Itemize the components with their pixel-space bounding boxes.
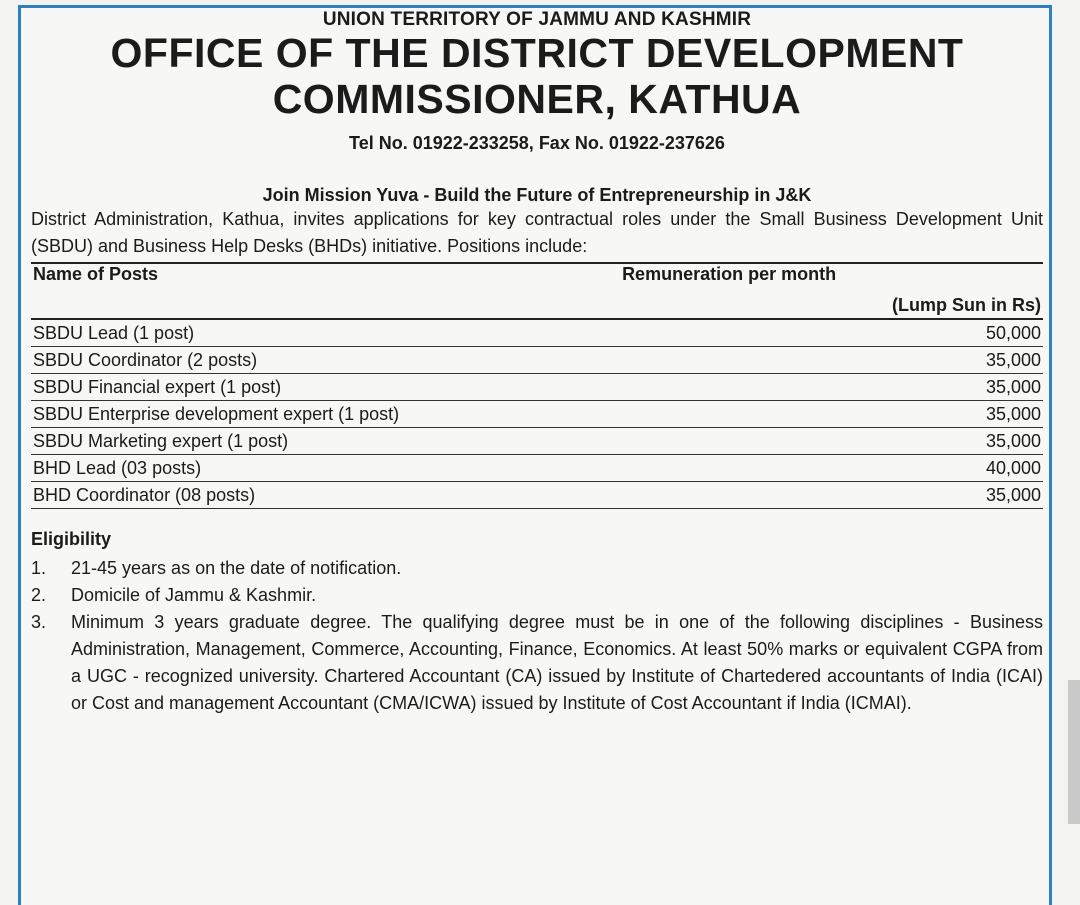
eligibility-item-number: 3. [31, 612, 47, 632]
table-row [31, 482, 1043, 509]
post-name-cell: BHD Lead (03 posts) [31, 455, 670, 482]
eligibility-list [31, 555, 1043, 717]
col-remuneration-subheader: (Lump Sun in Rs) [670, 292, 1043, 319]
eligibility-item [31, 555, 1043, 582]
remuneration-cell: 40,000 [670, 455, 1043, 482]
col-post-header: Name of Posts [31, 263, 670, 292]
remuneration-cell: 35,000 [670, 428, 1043, 455]
table-subheader-row [31, 292, 1043, 319]
eligibility-item-number: 2. [31, 585, 47, 605]
eligibility-title: Eligibility [31, 529, 112, 549]
notice-content [31, 8, 1043, 717]
post-name-cell: SBDU Coordinator (2 posts) [31, 347, 670, 374]
remuneration-cell: 35,000 [670, 401, 1043, 428]
table-row [31, 455, 1043, 482]
table-subheader-spacer [31, 292, 670, 319]
eligibility-item-text: Domicile of Jammu & Kashmir. [71, 585, 317, 605]
table-row [31, 319, 1043, 347]
office-title-line2: COMMISSIONER, KATHUA [272, 76, 802, 122]
office-title-line1: OFFICE OF THE DISTRICT DEVELOPMENT [110, 30, 964, 76]
table-row [31, 374, 1043, 401]
table-row [31, 428, 1043, 455]
table-body [31, 319, 1043, 509]
remuneration-cell: 35,000 [670, 482, 1043, 509]
eligibility-item-number: 1. [31, 558, 47, 578]
table-row [31, 401, 1043, 428]
eligibility-item-text: Minimum 3 years graduate degree. The qualifying degree must be in one of the following disciplines - Business Administration, Management, Commerce, Accounting, Finance, Economics. At least 50% marks or equivalent CGPA from a UGC - recognized university. Chartered Accountant (CA) issued by Institute of Chartedered accountants of India (ICAI) or Cost and management Accountant (CMA/ICWA) issued by Institute of Cost Accountant if India (ICMAI). [71, 612, 1043, 713]
contact-line: Tel No. 01922-233258, Fax No. 01922-237626 [349, 133, 725, 153]
remuneration-cell: 35,000 [670, 347, 1043, 374]
ut-heading: UNION TERRITORY OF JAMMU AND KASHMIR [322, 9, 752, 30]
eligibility-item [31, 609, 1043, 717]
intro-paragraph: District Administration, Kathua, invites applications for key contractual roles under the Small Business Development Unit (SBDU) and Business Help Desks (BHDs) initiative. Positions include: [31, 209, 1043, 256]
col-remuneration-header: Remuneration per month [622, 264, 837, 284]
table-row [31, 347, 1043, 374]
post-name-cell: SBDU Financial expert (1 post) [31, 374, 670, 401]
eligibility-item-text: 21-45 years as on the date of notification. [71, 558, 402, 578]
post-name-cell: SBDU Lead (1 post) [31, 319, 670, 347]
remuneration-cell: 35,000 [670, 374, 1043, 401]
eligibility-item [31, 582, 1043, 609]
post-name-cell: BHD Coordinator (08 posts) [31, 482, 670, 509]
notice-document [18, 5, 1052, 905]
post-name-cell: SBDU Enterprise development expert (1 post) [31, 401, 670, 428]
table-header-row [31, 263, 1043, 292]
posts-table [31, 262, 1043, 509]
remuneration-cell: 50,000 [670, 319, 1043, 347]
mission-title: Join Mission Yuva - Build the Future of Entrepreneurship in J&K [262, 185, 812, 205]
side-scroll-tab[interactable] [1068, 680, 1080, 824]
post-name-cell: SBDU Marketing expert (1 post) [31, 428, 670, 455]
